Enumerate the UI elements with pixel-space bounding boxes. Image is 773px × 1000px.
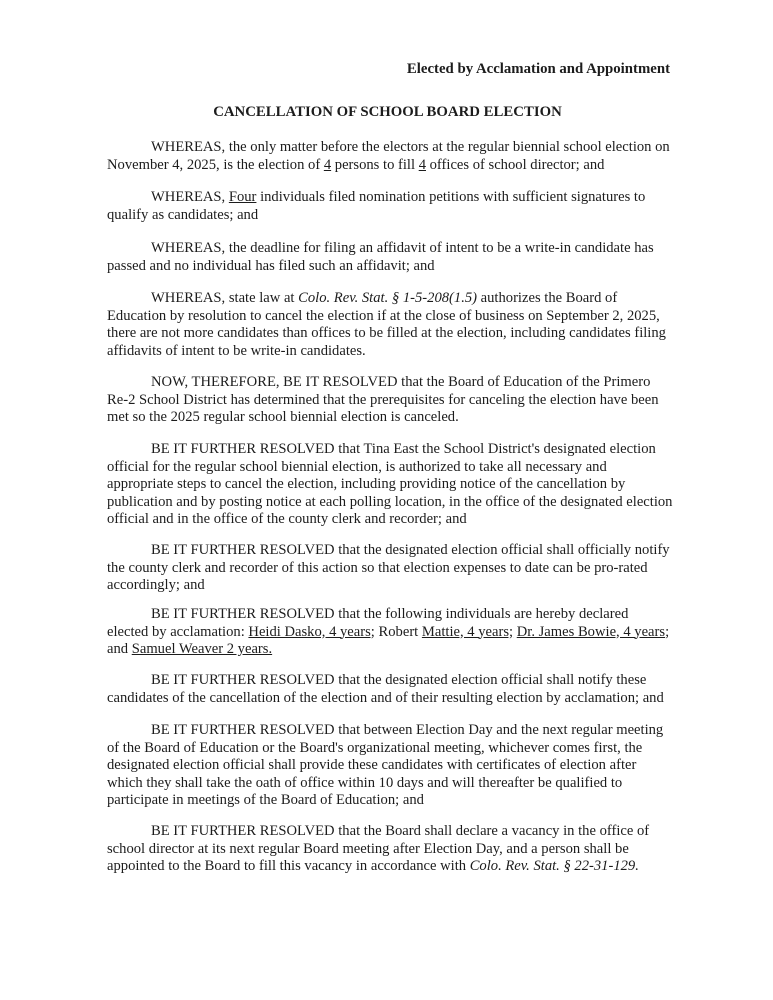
resolved-paragraph-7: BE IT FURTHER RESOLVED that the Board shall declare a vacancy in the office of school director at its next regular Board meeting after Election Day, and a person shall be appointed to the Board to fill this vacancy in accordance with Colo. Rev. Stat. § 22-31-129. <box>107 823 650 875</box>
resolved-paragraph-3: BE IT FURTHER RESOLVED that the designated election official shall officially notify the county clerk and recorder of this action so that election expenses to date can be pro-rated accordingly; and <box>107 542 670 594</box>
document-title: CANCELLATION OF SCHOOL BOARD ELECTION <box>213 104 562 120</box>
resolved-paragraph-2: BE IT FURTHER RESOLVED that Tina East the School District's designated election official for the regular school biennial election, is authorized to take all necessary and appropriate steps to cancel the election, including providing notice of the cancellation by publication and by posting notice at each polling location, in the office of the designated election official and in the office of the county clerk and recorder; and <box>107 441 673 528</box>
whereas-paragraph-1: WHEREAS, the only matter before the electors at the regular biennial school election on November 4, 2025, is the election of 4 persons to fill 4 offices of school director; and <box>107 139 670 173</box>
whereas-paragraph-4: WHEREAS, state law at Colo. Rev. Stat. § 1-5-208(1.5) authorizes the Board of Education by resolution to cancel the election if at the close of business on September 2, 2025, there are not more candidates than offices to be filled at the election, including candidates filing affidavits of intent to be write-in candidates. <box>107 290 666 359</box>
resolved-paragraph-1: NOW, THEREFORE, BE IT RESOLVED that the Board of Education of the Primero Re-2 School District has determined that the prerequisites for canceling the election have been met so the 2025 regular school biennial election is canceled. <box>107 374 659 426</box>
resolved-paragraph-6: BE IT FURTHER RESOLVED that between Election Day and the next regular meeting of the Board of Education or the Board's organizational meeting, whichever comes first, the designated election official shall provide these candidates with certificates of election after which they shall take the oath of office within 10 days and will thereafter be qualified to participate in meetings of the Board of Education; and <box>107 722 664 809</box>
whereas-paragraph-3: WHEREAS, the deadline for filing an affidavit of intent to be a write-in candidate has passed and no individual has filed such an affidavit; and <box>107 240 654 274</box>
whereas-paragraph-2: WHEREAS, Four individuals filed nomination petitions with sufficient signatures to qualify as candidates; and <box>107 189 646 223</box>
resolved-paragraph-4: BE IT FURTHER RESOLVED that the following individuals are hereby declared elected by acclamation: Heidi Dasko, 4 years; Robert Mattie, 4 years; Dr. James Bowie, 4 years; and Samuel Weaver 2 years. <box>107 606 670 658</box>
header-note: Elected by Acclamation and Appointment <box>406 61 670 77</box>
resolved-paragraph-5: BE IT FURTHER RESOLVED that the designated election official shall notify these candidates of the cancellation of the election and of their resulting election by acclamation; and <box>107 672 664 706</box>
